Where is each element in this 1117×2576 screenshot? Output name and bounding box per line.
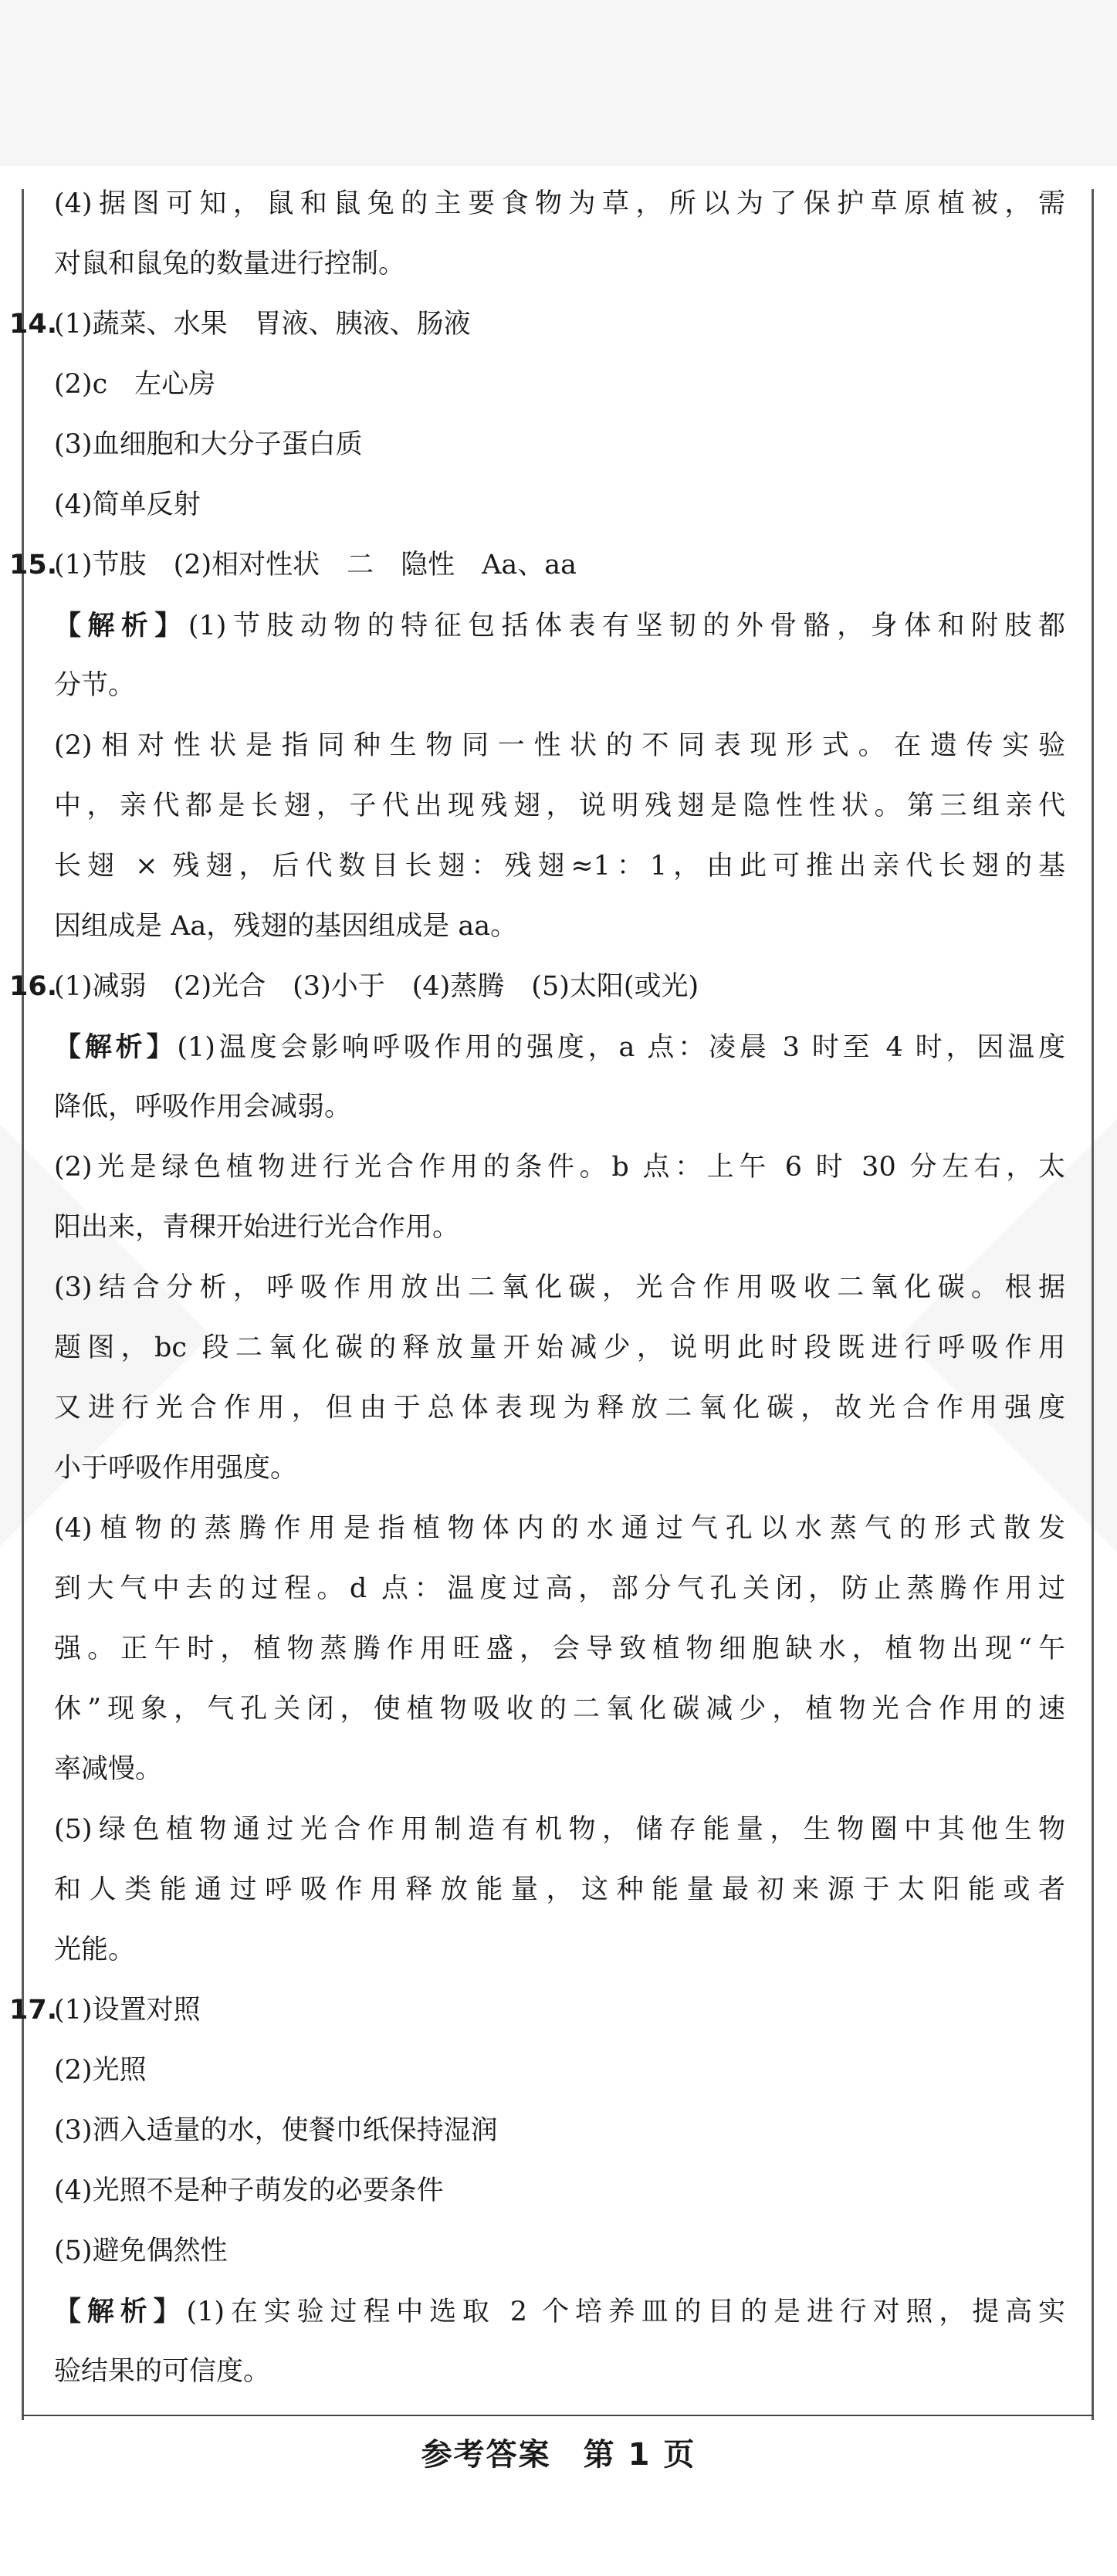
q16-analysis-line: 又进行光合作用，但由于总体表现为释放二氧化碳，故光合作用强度 bbox=[54, 1393, 1065, 1423]
analysis-tag: 【解析】 bbox=[54, 610, 188, 641]
q17-answer-line: (4)光照不是种子萌发的必要条件 bbox=[54, 2175, 444, 2206]
q14-answer-line: (3)血细胞和大分子蛋白质 bbox=[54, 429, 363, 460]
q17-answer-line bbox=[9, 1995, 1065, 2026]
q16-analysis-line: 到大气中去的过程。d 点：温度过高，部分气孔关闭，防止蒸腾作用过 bbox=[54, 1573, 1065, 1604]
answer-text: (1)减弱 (2)光合 (3)小于 (4)蒸腾 (5)太阳(或光) bbox=[54, 971, 699, 1002]
question-number: 14. bbox=[9, 309, 58, 340]
answer-text: (1)节肢 (2)相对性状 二 隐性 Aa、aa bbox=[54, 550, 577, 581]
question-number: 16. bbox=[9, 971, 58, 1002]
q16-analysis-line: 率减慢。 bbox=[54, 1754, 163, 1785]
footer-rule bbox=[22, 2415, 1094, 2416]
analysis-text: (1)在实验过程中选取 2 个培养皿的目的是进行对照，提高实 bbox=[186, 2297, 1065, 2327]
q15-analysis-line: 分节。 bbox=[54, 670, 136, 701]
question-number: 15. bbox=[9, 550, 58, 581]
q16-analysis-line bbox=[54, 1032, 1065, 1062]
q15-analysis-line bbox=[54, 611, 1065, 641]
q15-analysis-line: (2)相对性状是指同种生物同一性状的不同表现形式。在遗传实验 bbox=[54, 730, 1065, 761]
answer-text: (1)蔬菜、水果 胃液、胰液、肠液 bbox=[54, 309, 471, 340]
q14-answer-line: (4)简单反射 bbox=[54, 489, 201, 520]
q17-answer-line: (3)洒入适量的水，使餐巾纸保持湿润 bbox=[54, 2115, 498, 2146]
q14-answer-line bbox=[9, 309, 1065, 340]
q17-analysis-line bbox=[54, 2297, 1065, 2327]
q16-analysis-line: 和人类能通过呼吸作用释放能量，这种能量最初来源于太阳能或者 bbox=[54, 1874, 1065, 1905]
q16-answer-line bbox=[9, 971, 1065, 1002]
q16-analysis-line: 休”现象，气孔关闭，使植物吸收的二氧化碳减少，植物光合作用的速 bbox=[54, 1694, 1065, 1725]
analysis-text: (1)节肢动物的特征包括体表有坚韧的外骨骼，身体和附肢都 bbox=[188, 611, 1065, 641]
q15-answer-line bbox=[9, 550, 1065, 581]
q14-answer-line: (2)c 左心房 bbox=[54, 369, 216, 400]
analysis-tag: 【解析】 bbox=[54, 2296, 187, 2327]
q17-analysis-line: 验结果的可信度。 bbox=[54, 2356, 271, 2387]
q16-analysis-line: 题图，bc 段二氧化碳的释放量开始减少，说明此时段既进行呼吸作用 bbox=[54, 1332, 1065, 1363]
q15-analysis-line: 因组成是 Aa，残翅的基因组成是 aa。 bbox=[54, 911, 518, 942]
q16-analysis-line: 光能。 bbox=[54, 1935, 136, 1965]
q16-analysis-line: 强。正午时，植物蒸腾作用旺盛，会导致植物细胞缺水，植物出现“午 bbox=[54, 1633, 1065, 1664]
top-margin-band bbox=[0, 0, 1117, 166]
q17-answer-line: (2)光照 bbox=[54, 2055, 147, 2086]
q16-analysis-line: 降低，呼吸作用会减弱。 bbox=[54, 1092, 352, 1122]
left-margin-rule bbox=[22, 189, 24, 2420]
answer-text: (1)设置对照 bbox=[54, 1995, 201, 2026]
q15-analysis-line: 长翅 × 残翅，后代数目长翅：残翅≈1：1，由此可推出亲代长翅的基 bbox=[54, 851, 1065, 882]
page-footer: 参考答案 第 1 页 bbox=[421, 2437, 696, 2473]
continued-text-line: 对鼠和鼠兔的数量进行控制。 bbox=[54, 249, 406, 279]
q16-analysis-line: (4)植物的蒸腾作用是指植物体内的水通过气孔以水蒸气的形式散发 bbox=[54, 1513, 1065, 1544]
q17-answer-line: (5)避免偶然性 bbox=[54, 2236, 228, 2266]
q15-analysis-line: 中，亲代都是长翅，子代出现残翅，说明残翅是隐性性状。第三组亲代 bbox=[54, 790, 1065, 821]
analysis-text: (1)温度会影响呼吸作用的强度，a 点：凌晨 3 时至 4 时，因温度 bbox=[177, 1032, 1065, 1063]
q16-analysis-line: 阳出来，青稞开始进行光合作用。 bbox=[54, 1212, 460, 1243]
right-margin-rule bbox=[1092, 189, 1094, 2420]
continued-text-line: (4)据图可知，鼠和鼠兔的主要食物为草，所以为了保护草原植被，需 bbox=[54, 188, 1065, 219]
q16-analysis-line: 小于呼吸作用强度。 bbox=[54, 1453, 298, 1484]
answer-content bbox=[9, 188, 1065, 2417]
question-number: 17. bbox=[9, 1995, 58, 2026]
analysis-tag: 【解析】 bbox=[54, 1031, 178, 1063]
q16-analysis-line: (3)结合分析，呼吸作用放出二氧化碳，光合作用吸收二氧化碳。根据 bbox=[54, 1272, 1065, 1303]
q16-analysis-line: (5)绿色植物通过光合作用制造有机物，储存能量，生物圈中其他生物 bbox=[54, 1814, 1065, 1845]
q16-analysis-line: (2)光是绿色植物进行光合作用的条件。b 点：上午 6 时 30 分左右，太 bbox=[54, 1152, 1065, 1183]
